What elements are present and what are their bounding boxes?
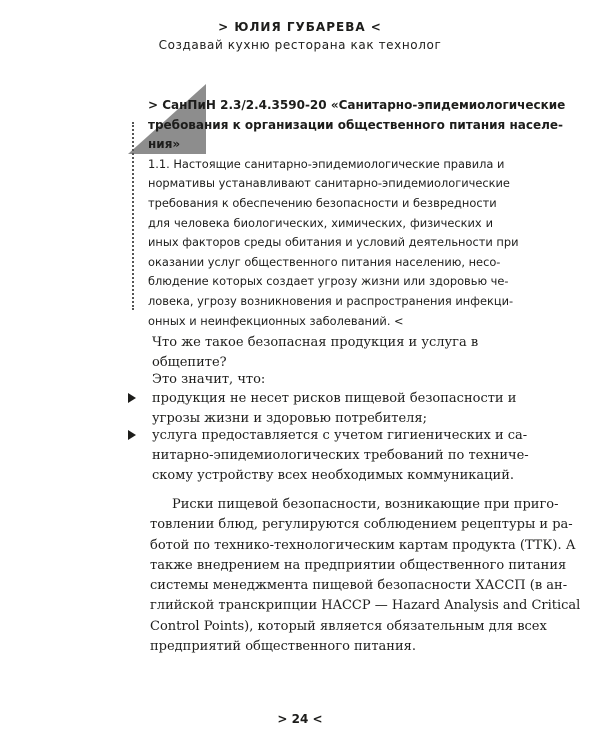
quote-body-line: ловека, угрозу возникновения и распространения инфекци- <box>148 293 514 308</box>
bullet-line: продукция не несет рисков пищевой безопасности и <box>152 391 517 406</box>
quote-body-line: 1.1. Настоящие санитарно-эпидемиологические правила и <box>148 156 505 171</box>
triangle-bullet-icon <box>128 393 136 403</box>
paragraph-line: товлении блюд, регулируются соблюдением рецептуры и ра- <box>150 517 573 533</box>
bullet-line: услуга предоставляется с учетом гигиенических и са- <box>152 428 528 443</box>
bullet-line: нитарно-эпидемиологических требований по техниче- <box>152 448 529 463</box>
quote-body-line: онных и неинфекционных заболеваний. < <box>148 313 404 328</box>
paragraph-line: Риски пищевой безопасности, возникающие при приго- <box>172 497 559 512</box>
quote-body-line: оказании услуг общественного питания населению, несо- <box>148 254 501 269</box>
bullet-line: скому устройству всех необходимых коммуникаций. <box>152 468 515 483</box>
quote-body-line: иных факторов среды обитания и условий деятельности при <box>148 235 519 250</box>
paragraph-line: также внедрением на предприятии общественного питания <box>150 557 567 573</box>
bullet-text <box>152 426 529 486</box>
running-header-book-title: Создавай кухню ресторана как технолог <box>158 38 442 52</box>
quote-body <box>148 155 519 331</box>
sanpin-quote-box <box>148 96 566 331</box>
body-paragraph <box>150 495 581 657</box>
paragraph-line: Control Points), который является обязательным для всех <box>150 618 547 634</box>
page-number: > 24 < <box>277 712 323 726</box>
paragraph-line: системы менеджмента пищевой безопасности ХАССП (в ан- <box>150 578 568 594</box>
quote-title-line: требования к организации общественного питания населе- <box>148 117 563 132</box>
bullet-text <box>152 389 517 429</box>
quote-body-line: блюдение которых создает угрозу жизни или здоровью че- <box>148 274 509 289</box>
quote-body-line: нормативы устанавливают санитарно-эпидемиологические <box>148 176 510 191</box>
bullet-line: угрозы жизни и здоровью потребителя; <box>152 411 427 426</box>
paragraph-line: предприятий общественного питания. <box>150 639 416 655</box>
quote-title <box>148 96 566 155</box>
quote-title-line: ния» <box>148 137 181 152</box>
quote-title-line: > СанПиН 2.3/2.4.3590-20 «Санитарно-эпидемиологические <box>148 98 566 112</box>
question-line: Что же такое безопасная продукция и услуга в общепите? <box>152 335 479 370</box>
quote-body-line: для человека биологических, химических, физических и <box>148 215 493 230</box>
quote-dotted-rule <box>132 122 134 310</box>
running-header-author: > ЮЛИЯ ГУБАРЕВА < <box>218 20 382 34</box>
triangle-bullet-icon <box>128 430 136 440</box>
quote-body-line: требования к обеспечению безопасности и безвредности <box>148 195 497 210</box>
paragraph-line: глийской транскрипции HACCP — Hazard Analysis and Critical <box>150 598 581 614</box>
paragraph-line: ботой по технико-технологическим картам продукта (ТТК). А <box>150 537 576 553</box>
intro-line: Это значит, что: <box>152 372 266 387</box>
